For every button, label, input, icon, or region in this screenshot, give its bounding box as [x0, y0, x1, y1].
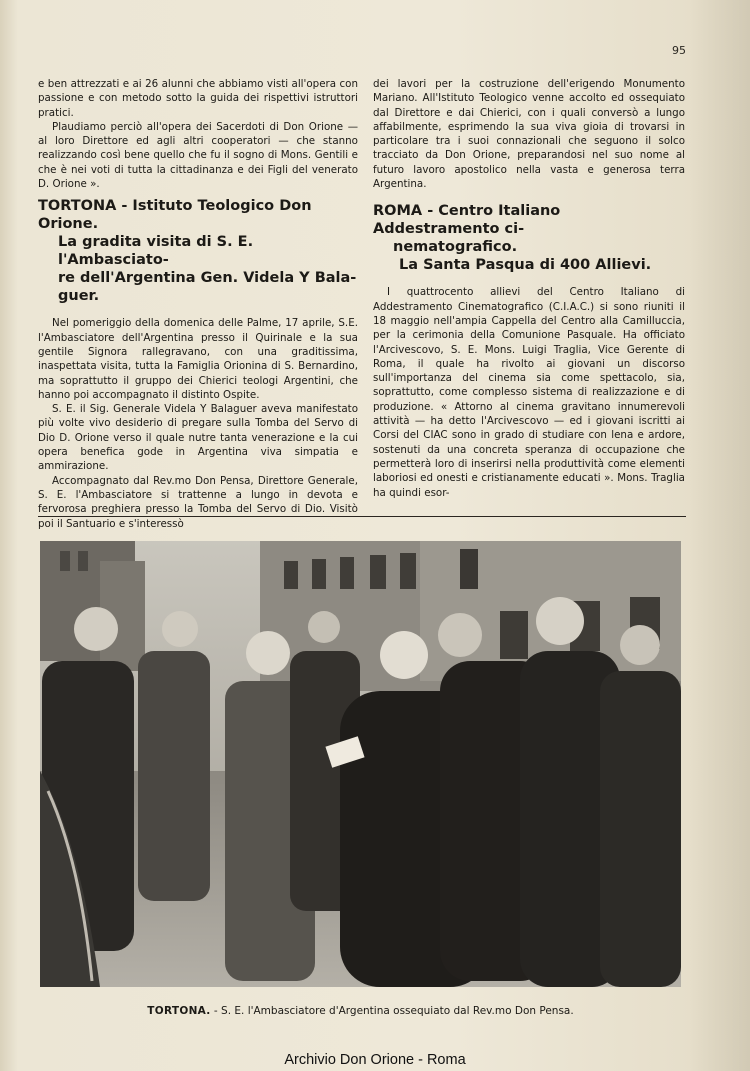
left-paragraph-3: Nel pomeriggio della domenica delle Palme, 17 aprile, S.E. l'Ambasciatore dell'Argentina presso il Quirinale e la sua gentile Signora rallegravano, con una graditissima, inaspettata visita, tutta la Famiglia Orionina di S. Bernardino, ma soprattutto il gruppo dei Chierici teologi Argentini, che hanno poi accompagnato il distinto Ospite.	[38, 317, 358, 401]
roma-heading	[373, 202, 685, 274]
right-paragraph-2: I quattrocento allievi del Centro Italiano di Addestramento Cinematografico (C.I.A.C.) si sono riuniti il 18 maggio nell'ampia Cappella del Centro alla Camilluccia, per la cerimonia della Comunione Pasquale. Ha officiato l'Arcivescovo, S. E. Mons. Luigi Traglia, Vice Gerente di Roma, il quale ha rivolto ai giovani un discorso sull'importanza del cinema sia come spettacolo, sia, soprattutto, come complesso sistema di realizzazione e di produzione. « Attorno al cinema gravitano innumerevoli attività — ha detto l'Arcivescovo — ed i giovani iscritti ai Corsi del CIAC sono in grado di studiare con lena e ardore, sostenuti da una concreta speranza di occupazione che permetterà loro di inserirsi nella produttività come elementi laboriosi ed onesti e cristianamente educati ». Mons. Traglia ha quindi esor-	[373, 286, 685, 499]
right-column	[373, 77, 685, 500]
roma-heading-line2: nematografico.	[393, 239, 518, 256]
roma-heading-line3: La Santa Pasqua di 400 Allievi.	[399, 257, 652, 274]
tortona-heading-line3: re dell'Argentina Gen. Videla Y Bala-	[58, 270, 357, 287]
left-paragraph-5: Accompagnato dal Rev.mo Don Pensa, Direttore Generale, S. E. l'Ambasciatore si trattenne a lungo in devota e fervorosa preghiera presso la Tomba del Servo di Dio. Visitò poi il Santuario e s'interessò	[38, 474, 358, 530]
section-divider	[38, 516, 686, 517]
tortona-heading	[38, 197, 358, 305]
caption-text: - S. E. l'Ambasciatore d'Argentina ossequiato dal Rev.mo Don Pensa.	[213, 1005, 574, 1017]
right-paragraph-1: dei lavori per la costruzione dell'erigendo Monumento Mariano. All'Istituto Teologico venne accolto ed ossequiato dal Direttore e dai Chierici, con i quali conversò a lungo affabilmente, esprimendo la sua viva gioia di trovarsi in particolare tra i suoi connazionali che seguono il solco tracciato da Don Orione, preparandosi nel suo nome al futuro lavoro apostolico nella vasta e generosa terra Argentina.	[373, 78, 685, 191]
left-paragraph-2: Plaudiamo perciò all'opera dei Sacerdoti di Don Orione — al loro Direttore ed agli altri cooperatori — che stanno realizzando così bene quello che fu il sogno di Mons. Gentili e che è nei voti di tutta la cittadinanza e dei Figli del venerato D. Orione ».	[38, 120, 358, 191]
photograph-illustration	[40, 541, 681, 987]
caption-place: TORTONA.	[147, 1005, 211, 1017]
tortona-heading-line2: La gradita visita di S. E. l'Ambasciato-	[58, 234, 254, 269]
tortona-heading-line4: guer.	[58, 288, 100, 305]
page-number: 95	[672, 44, 686, 57]
left-paragraph-1: e ben attrezzati e ai 26 alunni che abbiamo visti all'opera con passione e con metodo sotto la guida dei rispettivi istruttori pratici.	[38, 78, 358, 119]
left-paragraph-4: S. E. il Sig. Generale Videla Y Balaguer aveva manifestato più volte vivo desiderio di pregare sulla Tomba del Servo di Dio D. Orione verso il quale nutre tanta venerazione e la cui opera benefica gode in Argentina viva simpatia e ammirazione.	[38, 403, 358, 473]
left-column	[38, 77, 358, 531]
roma-heading-line1: ROMA - Centro Italiano Addestramento ci-	[373, 203, 561, 238]
archive-footer: Archivio Don Orione - Roma	[284, 1052, 466, 1068]
page-edge-shadow	[688, 0, 750, 1071]
tortona-heading-line1: TORTONA - Istituto Teologico Don Orione.	[38, 198, 312, 233]
photograph	[40, 541, 681, 987]
photo-caption	[40, 1005, 681, 1017]
